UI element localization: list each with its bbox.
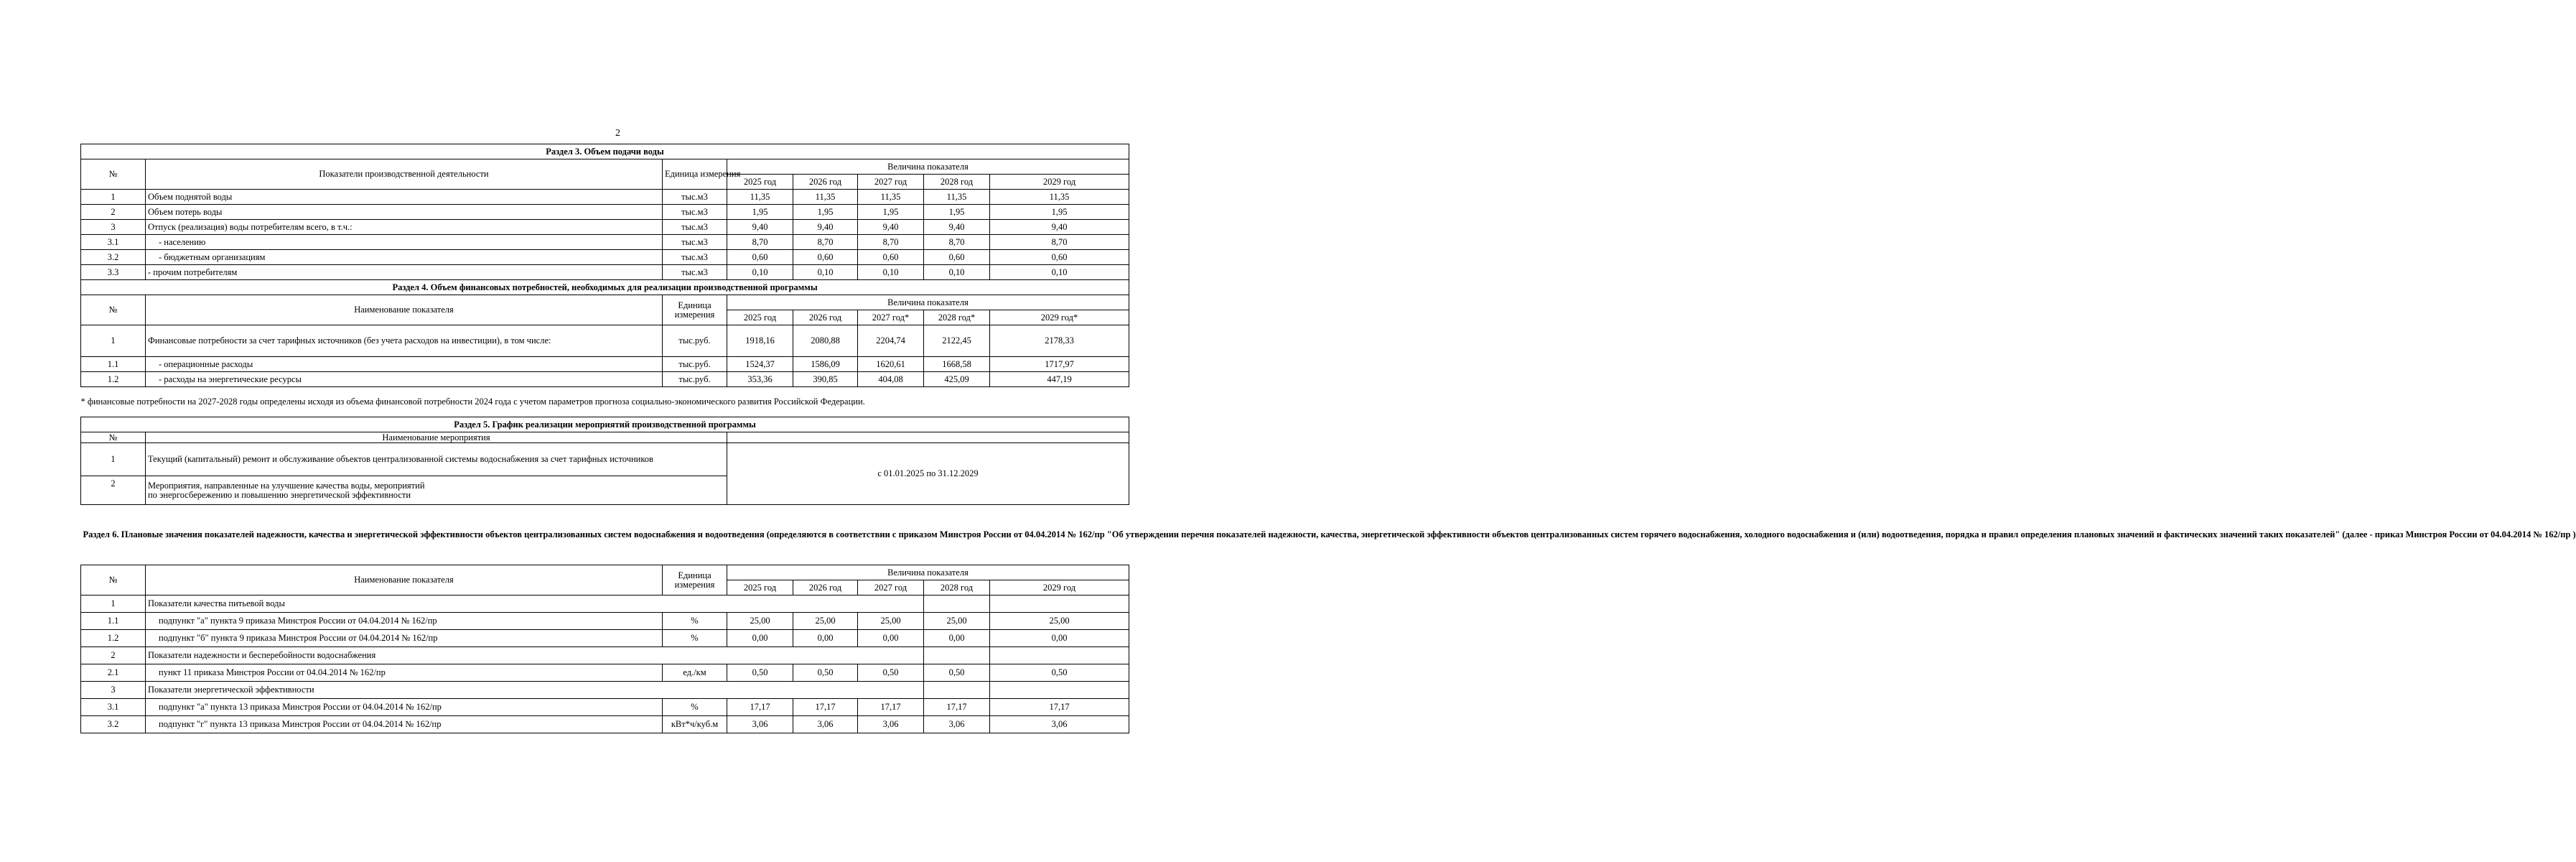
row-value: 9,40 xyxy=(924,220,990,235)
row-value: 25,00 xyxy=(727,613,793,630)
row-name: Отпуск (реализация) воды потребителям всего, в т.ч.: xyxy=(146,220,663,235)
row-value: 0,60 xyxy=(727,250,793,265)
row-value: 0,10 xyxy=(858,265,924,280)
section6-year: 2029 год xyxy=(990,580,1129,595)
row-name: Объем потерь воды xyxy=(146,205,663,220)
row-value: 11,35 xyxy=(793,190,858,205)
section4-col-name: Наименование показателя xyxy=(146,295,663,325)
row-value: 25,00 xyxy=(990,613,1129,630)
row-value: 404,08 xyxy=(858,372,924,387)
table-row xyxy=(81,265,1129,280)
row-value: 8,70 xyxy=(924,235,990,250)
row-name: - населению xyxy=(146,235,663,250)
row-value: 1,95 xyxy=(858,205,924,220)
table-row xyxy=(81,716,1129,733)
row-value: 0,00 xyxy=(793,630,858,647)
row-value: 25,00 xyxy=(793,613,858,630)
row-num: 1.1 xyxy=(81,613,146,630)
empty-cell xyxy=(990,682,1129,699)
section4-col-num: № xyxy=(81,295,146,325)
section6-title: Раздел 6. Плановые значения показателей надежности, качества и энергетической эффективности объектов централизованных систем водоснабжения и водоотведения (определяются в соответствии с приказом Минстроя России от 04.04.2014 № 162/пр "Об утверждении перечня показателей надежности, качества, энергетической эффективности объектов централизованных систем горячего водоснабжения, холодного водоснабжения и (или) водоотведения, порядка и правил определения плановых значений и фактических значений таких показателей" (далее - приказ Минстроя России от 04.04.2014 № 162/пр ) xyxy=(81,505,1129,565)
table-row xyxy=(81,205,1129,220)
section5-col-name: Наименование мероприятия xyxy=(146,432,727,443)
row-unit: тыс.м3 xyxy=(663,205,727,220)
row-value: 17,17 xyxy=(793,699,858,716)
row-name: подпункт "а" пункта 13 приказа Минстроя России от 04.04.2014 № 162/пр xyxy=(146,699,663,716)
table-row xyxy=(81,372,1129,387)
section3-col-name: Показатели производственной деятельности xyxy=(146,159,663,190)
row-value: 1918,16 xyxy=(727,325,793,357)
empty-cell xyxy=(924,682,990,699)
section3-year: 2029 год xyxy=(990,175,1129,190)
row-value: 1,95 xyxy=(727,205,793,220)
row-value: 0,10 xyxy=(793,265,858,280)
row-unit: ед./км xyxy=(663,664,727,682)
row-value: 17,17 xyxy=(727,699,793,716)
row-num: 1.1 xyxy=(81,357,146,372)
row-unit: тыс.м3 xyxy=(663,250,727,265)
group-name: Показатели качества питьевой воды xyxy=(146,595,924,613)
row-value: 0,50 xyxy=(727,664,793,682)
section4-year: 2027 год* xyxy=(858,310,924,325)
section4-year: 2026 год xyxy=(793,310,858,325)
row-name: - прочим потребителям xyxy=(146,265,663,280)
section3-col-unit: Единица измерения xyxy=(663,159,727,190)
section3-year: 2025 год xyxy=(727,175,793,190)
row-value: 8,70 xyxy=(858,235,924,250)
row-value: 8,70 xyxy=(793,235,858,250)
row-num: 2.1 xyxy=(81,664,146,682)
empty-cell xyxy=(924,647,990,664)
group-num: 2 xyxy=(81,647,146,664)
row-value: 0,60 xyxy=(990,250,1129,265)
row-value: 0,00 xyxy=(924,630,990,647)
section4-col-value: Величина показателя xyxy=(727,295,1129,310)
section5-col-num: № xyxy=(81,432,146,443)
section6-col-num: № xyxy=(81,565,146,595)
row-name: Текущий (капитальный) ремонт и обслуживание объектов централизованной системы водоснабжения за счет тарифных источников xyxy=(146,443,727,476)
empty-cell xyxy=(990,647,1129,664)
row-unit: тыс.руб. xyxy=(663,357,727,372)
row-value: 0,60 xyxy=(793,250,858,265)
row-num: 3.2 xyxy=(81,250,146,265)
section4-col-unit: Единица измерения xyxy=(663,295,727,325)
row-value: 0,00 xyxy=(858,630,924,647)
row-value: 11,35 xyxy=(727,190,793,205)
row-value: 0,10 xyxy=(727,265,793,280)
row-unit: тыс.м3 xyxy=(663,265,727,280)
row-value: 9,40 xyxy=(990,220,1129,235)
section3-title: Раздел 3. Объем подачи воды xyxy=(81,144,1129,159)
row-num: 3 xyxy=(81,220,146,235)
row-value: 2122,45 xyxy=(924,325,990,357)
row-num: 1 xyxy=(81,190,146,205)
section6-year: 2028 год xyxy=(924,580,990,595)
section6-col-value: Величина показателя xyxy=(727,565,1129,580)
table-row xyxy=(81,357,1129,372)
row-name: подпункт "г" пункта 13 приказа Минстроя России от 04.04.2014 № 162/пр xyxy=(146,716,663,733)
row-value: 353,36 xyxy=(727,372,793,387)
row-value: 3,06 xyxy=(793,716,858,733)
row-num: 2 xyxy=(81,205,146,220)
row-value: 0,10 xyxy=(924,265,990,280)
row-name: подпункт "б" пункта 9 приказа Минстроя России от 04.04.2014 № 162/пр xyxy=(146,630,663,647)
row-num: 2 xyxy=(81,476,146,505)
row-value: 1524,37 xyxy=(727,357,793,372)
row-name: пункт 11 приказа Минстроя России от 04.04.2014 № 162/пр xyxy=(146,664,663,682)
row-value: 25,00 xyxy=(924,613,990,630)
row-value: 0,50 xyxy=(990,664,1129,682)
row-value: 3,06 xyxy=(727,716,793,733)
section6-col-name: Наименование показателя xyxy=(146,565,663,595)
section4-year: 2025 год xyxy=(727,310,793,325)
row-value: 0,10 xyxy=(990,265,1129,280)
row-value: 11,35 xyxy=(858,190,924,205)
table-row xyxy=(81,443,1129,476)
table-row xyxy=(81,250,1129,265)
row-value: 2080,88 xyxy=(793,325,858,357)
empty-cell xyxy=(924,595,990,613)
row-num: 1 xyxy=(81,443,146,476)
section6-year: 2026 год xyxy=(793,580,858,595)
row-unit: кВт*ч/куб.м xyxy=(663,716,727,733)
row-value: 425,09 xyxy=(924,372,990,387)
row-value: 17,17 xyxy=(858,699,924,716)
row-num: 1.2 xyxy=(81,630,146,647)
section3-year: 2027 год xyxy=(858,175,924,190)
section6-year: 2027 год xyxy=(858,580,924,595)
page-number: 2 xyxy=(615,128,620,139)
table-row xyxy=(81,220,1129,235)
table-row xyxy=(81,664,1129,682)
row-value: 17,17 xyxy=(990,699,1129,716)
row-unit: тыс.руб. xyxy=(663,325,727,357)
row-unit: % xyxy=(663,613,727,630)
table-row xyxy=(81,235,1129,250)
row-name: подпункт "а" пункта 9 приказа Минстроя России от 04.04.2014 № 162/пр xyxy=(146,613,663,630)
row-name: Объем поднятой воды xyxy=(146,190,663,205)
section4-note: * финансовые потребности на 2027-2028 годы определены исходя из объема финансовой потребности 2024 года с учетом параметров прогноза социально-экономического развития Российской Федерации. xyxy=(81,387,1129,417)
section4-title: Раздел 4. Объем финансовых потребностей, необходимых для реализации производственной программы xyxy=(81,280,1129,295)
row-value: 0,60 xyxy=(858,250,924,265)
row-value: 3,06 xyxy=(924,716,990,733)
row-value: 9,40 xyxy=(727,220,793,235)
row-value: 0,00 xyxy=(727,630,793,647)
table-row xyxy=(81,595,1129,613)
group-name: Показатели энергетической эффективности xyxy=(146,682,924,699)
row-num: 1.2 xyxy=(81,372,146,387)
row-unit: тыс.руб. xyxy=(663,372,727,387)
row-name xyxy=(146,476,727,505)
table-row xyxy=(81,699,1129,716)
row-name: - расходы на энергетические ресурсы xyxy=(146,372,663,387)
row-value: 9,40 xyxy=(858,220,924,235)
section5-period: с 01.01.2025 по 31.12.2029 xyxy=(727,443,1129,505)
section3-year: 2026 год xyxy=(793,175,858,190)
section6-col-unit: Единица измерения xyxy=(663,565,727,595)
row-value: 3,06 xyxy=(990,716,1129,733)
row-name-line: по энергосбережению и повышению энергетической эффективности xyxy=(148,489,411,500)
row-value: 1,95 xyxy=(990,205,1129,220)
row-unit: тыс.м3 xyxy=(663,190,727,205)
row-value: 2204,74 xyxy=(858,325,924,357)
row-value: 1717,97 xyxy=(990,357,1129,372)
table-row xyxy=(81,682,1129,699)
row-num: 3.1 xyxy=(81,235,146,250)
empty-cell xyxy=(990,595,1129,613)
row-value: 390,85 xyxy=(793,372,858,387)
section4-year: 2028 год* xyxy=(924,310,990,325)
row-value: 1668,58 xyxy=(924,357,990,372)
row-value: 11,35 xyxy=(990,190,1129,205)
row-unit: % xyxy=(663,630,727,647)
row-num: 3.1 xyxy=(81,699,146,716)
row-value: 0,50 xyxy=(924,664,990,682)
table-row xyxy=(81,613,1129,630)
row-value: 9,40 xyxy=(793,220,858,235)
table-row xyxy=(81,190,1129,205)
row-value: 3,06 xyxy=(858,716,924,733)
row-value: 1620,61 xyxy=(858,357,924,372)
row-value: 2178,33 xyxy=(990,325,1129,357)
row-value: 8,70 xyxy=(727,235,793,250)
row-num: 3.3 xyxy=(81,265,146,280)
section3-year: 2028 год xyxy=(924,175,990,190)
table-row xyxy=(81,647,1129,664)
section6-year: 2025 год xyxy=(727,580,793,595)
row-num: 1 xyxy=(81,325,146,357)
row-value: 17,17 xyxy=(924,699,990,716)
row-name: Финансовые потребности за счет тарифных источников (без учета расходов на инвестиции), в том числе: xyxy=(146,325,663,357)
row-value: 25,00 xyxy=(858,613,924,630)
section3-col-value: Величина показателя xyxy=(727,159,1129,175)
group-name: Показатели надежности и бесперебойности водоснабжения xyxy=(146,647,924,664)
row-name: - операционные расходы xyxy=(146,357,663,372)
row-value: 0,50 xyxy=(858,664,924,682)
section3-col-num: № xyxy=(81,159,146,190)
table-row xyxy=(81,325,1129,357)
table-row xyxy=(81,630,1129,647)
section4-year: 2029 год* xyxy=(990,310,1129,325)
row-unit: % xyxy=(663,699,727,716)
row-value: 8,70 xyxy=(990,235,1129,250)
row-value: 0,60 xyxy=(924,250,990,265)
row-name-line: Мероприятия, направленные на улучшение качества воды, мероприятий xyxy=(148,480,425,491)
row-value: 0,00 xyxy=(990,630,1129,647)
section5-title: Раздел 5. График реализации мероприятий производственной программы xyxy=(81,417,1129,432)
row-value: 447,19 xyxy=(990,372,1129,387)
row-value: 1,95 xyxy=(793,205,858,220)
row-num: 3.2 xyxy=(81,716,146,733)
row-value: 1,95 xyxy=(924,205,990,220)
production-program-table xyxy=(80,144,2576,733)
group-num: 3 xyxy=(81,682,146,699)
row-value: 0,50 xyxy=(793,664,858,682)
row-value: 1586,09 xyxy=(793,357,858,372)
row-name: - бюджетным организациям xyxy=(146,250,663,265)
row-value: 11,35 xyxy=(924,190,990,205)
group-num: 1 xyxy=(81,595,146,613)
row-unit: тыс.м3 xyxy=(663,235,727,250)
row-unit: тыс.м3 xyxy=(663,220,727,235)
section5-col-period xyxy=(727,432,1129,443)
